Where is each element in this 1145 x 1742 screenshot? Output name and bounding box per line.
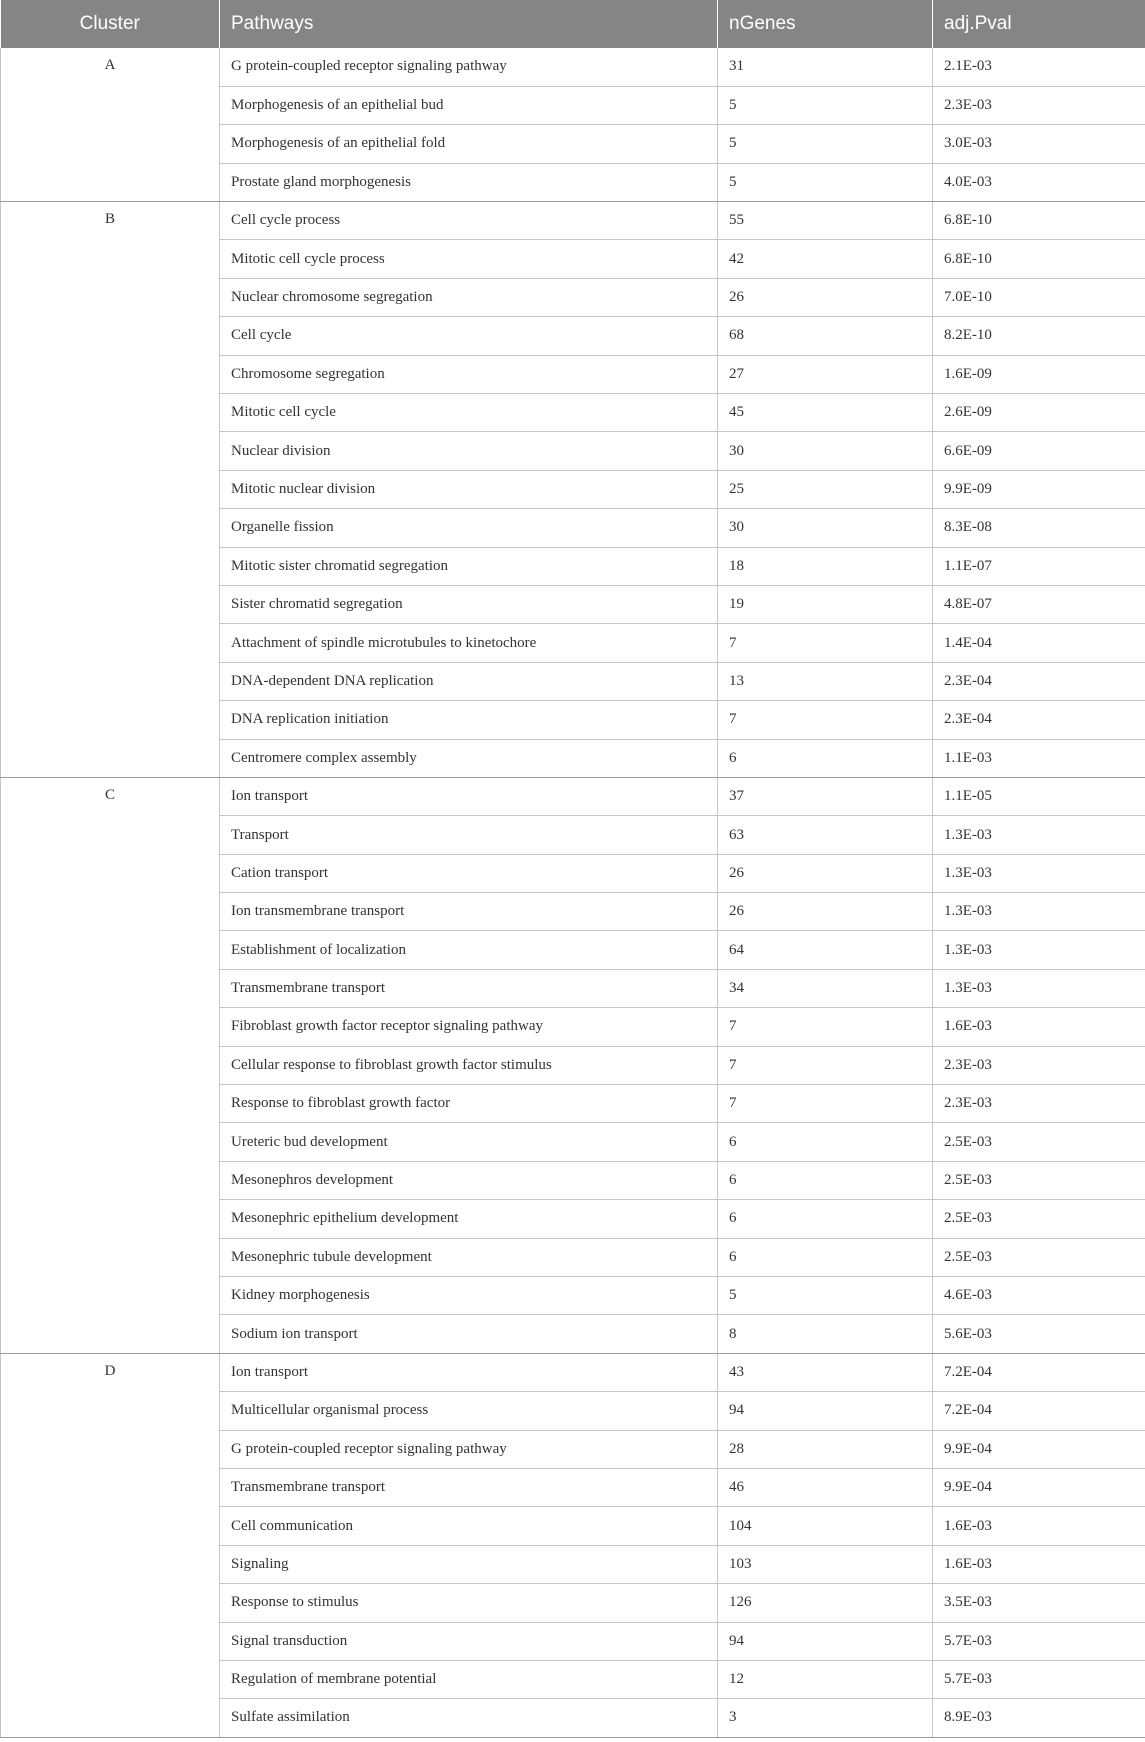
- table-body: [1, 48, 1145, 1737]
- pathway-cell: Regulation of membrane potential: [220, 1660, 718, 1698]
- pathway-cell: G protein-coupled receptor signaling pathway: [220, 1430, 718, 1468]
- ngenes-cell: 63: [718, 816, 933, 854]
- ngenes-cell: 94: [718, 1392, 933, 1430]
- pathway-cell: Morphogenesis of an epithelial bud: [220, 86, 718, 124]
- ngenes-cell: 7: [718, 1008, 933, 1046]
- adj-pval-cell: 9.9E-04: [933, 1430, 1145, 1468]
- pathway-cell: Mesonephric epithelium development: [220, 1200, 718, 1238]
- adj-pval-cell: 1.6E-09: [933, 355, 1145, 393]
- pathway-cell: Mesonephric tubule development: [220, 1238, 718, 1276]
- table-header: [1, 0, 1145, 48]
- ngenes-cell: 42: [718, 240, 933, 278]
- ngenes-cell: 5: [718, 125, 933, 163]
- pathway-cell: Signaling: [220, 1545, 718, 1583]
- adj-pval-cell: 7.2E-04: [933, 1353, 1145, 1391]
- pathway-cell: Cell communication: [220, 1507, 718, 1545]
- adj-pval-cell: 1.3E-03: [933, 854, 1145, 892]
- ngenes-cell: 5: [718, 86, 933, 124]
- adj-pval-cell: 1.4E-04: [933, 624, 1145, 662]
- ngenes-cell: 6: [718, 1161, 933, 1199]
- pathway-cell: Ion transport: [220, 777, 718, 815]
- ngenes-cell: 5: [718, 1277, 933, 1315]
- adj-pval-cell: 2.3E-04: [933, 662, 1145, 700]
- adj-pval-cell: 1.3E-03: [933, 816, 1145, 854]
- adj-pval-cell: 1.1E-05: [933, 777, 1145, 815]
- pathway-cell: Establishment of localization: [220, 931, 718, 969]
- cluster-cell: B: [1, 202, 220, 778]
- adj-pval-cell: 4.6E-03: [933, 1277, 1145, 1315]
- pathway-cell: Nuclear chromosome segregation: [220, 278, 718, 316]
- pathway-cell: G protein-coupled receptor signaling pathway: [220, 48, 718, 86]
- pathway-cell: Cell cycle: [220, 317, 718, 355]
- header-row: [1, 0, 1145, 48]
- adj-pval-cell: 4.0E-03: [933, 163, 1145, 201]
- adj-pval-cell: 5.7E-03: [933, 1622, 1145, 1660]
- pathway-cell: Mitotic cell cycle process: [220, 240, 718, 278]
- ngenes-cell: 104: [718, 1507, 933, 1545]
- adj-pval-cell: 2.5E-03: [933, 1200, 1145, 1238]
- pathway-cell: Nuclear division: [220, 432, 718, 470]
- pathway-cell: Ion transmembrane transport: [220, 893, 718, 931]
- pathway-cell: Sister chromatid segregation: [220, 585, 718, 623]
- adj-pval-cell: 2.5E-03: [933, 1161, 1145, 1199]
- pathway-cell: Centromere complex assembly: [220, 739, 718, 777]
- adj-pval-cell: 2.3E-03: [933, 1085, 1145, 1123]
- adj-pval-cell: 8.9E-03: [933, 1699, 1145, 1737]
- table-row: [1, 48, 1145, 86]
- ngenes-cell: 31: [718, 48, 933, 86]
- ngenes-cell: 19: [718, 585, 933, 623]
- pathway-cell: Cell cycle process: [220, 202, 718, 240]
- ngenes-cell: 68: [718, 317, 933, 355]
- ngenes-cell: 30: [718, 432, 933, 470]
- ngenes-cell: 46: [718, 1468, 933, 1506]
- adj-pval-cell: 8.3E-08: [933, 509, 1145, 547]
- pathway-cell: Transport: [220, 816, 718, 854]
- pathway-cell: Ureteric bud development: [220, 1123, 718, 1161]
- adj-pval-cell: 1.3E-03: [933, 969, 1145, 1007]
- adj-pval-cell: 7.0E-10: [933, 278, 1145, 316]
- pathway-cell: Cellular response to fibroblast growth factor stimulus: [220, 1046, 718, 1084]
- ngenes-cell: 13: [718, 662, 933, 700]
- cluster-cell: C: [1, 777, 220, 1353]
- table-row: [1, 777, 1145, 815]
- table-row: [1, 1353, 1145, 1391]
- pathway-cell: Ion transport: [220, 1353, 718, 1391]
- adj-pval-cell: 6.6E-09: [933, 432, 1145, 470]
- pathway-cell: Mitotic nuclear division: [220, 470, 718, 508]
- ngenes-cell: 28: [718, 1430, 933, 1468]
- adj-pval-cell: 5.7E-03: [933, 1660, 1145, 1698]
- ngenes-cell: 26: [718, 854, 933, 892]
- adj-pval-cell: 1.6E-03: [933, 1507, 1145, 1545]
- adj-pval-cell: 2.3E-03: [933, 1046, 1145, 1084]
- ngenes-cell: 6: [718, 1123, 933, 1161]
- adj-pval-cell: 3.0E-03: [933, 125, 1145, 163]
- pathway-cell: Kidney morphogenesis: [220, 1277, 718, 1315]
- adj-pval-cell: 3.5E-03: [933, 1584, 1145, 1622]
- pathway-cell: Multicellular organismal process: [220, 1392, 718, 1430]
- ngenes-cell: 7: [718, 1046, 933, 1084]
- pathway-cell: Chromosome segregation: [220, 355, 718, 393]
- ngenes-cell: 55: [718, 202, 933, 240]
- ngenes-cell: 12: [718, 1660, 933, 1698]
- ngenes-cell: 7: [718, 624, 933, 662]
- ngenes-cell: 5: [718, 163, 933, 201]
- pathway-cell: Prostate gland morphogenesis: [220, 163, 718, 201]
- ngenes-cell: 64: [718, 931, 933, 969]
- adj-pval-cell: 4.8E-07: [933, 585, 1145, 623]
- adj-pval-cell: 6.8E-10: [933, 202, 1145, 240]
- adj-pval-cell: 2.5E-03: [933, 1238, 1145, 1276]
- pathway-cell: Response to fibroblast growth factor: [220, 1085, 718, 1123]
- table-row: [1, 202, 1145, 240]
- header-pathways: Pathways: [220, 0, 718, 48]
- adj-pval-cell: 8.2E-10: [933, 317, 1145, 355]
- adj-pval-cell: 1.6E-03: [933, 1008, 1145, 1046]
- adj-pval-cell: 1.3E-03: [933, 893, 1145, 931]
- ngenes-cell: 30: [718, 509, 933, 547]
- adj-pval-cell: 1.3E-03: [933, 931, 1145, 969]
- ngenes-cell: 3: [718, 1699, 933, 1737]
- pathway-cell: Response to stimulus: [220, 1584, 718, 1622]
- header-ngenes: nGenes: [718, 0, 933, 48]
- ngenes-cell: 94: [718, 1622, 933, 1660]
- ngenes-cell: 6: [718, 739, 933, 777]
- adj-pval-cell: 1.1E-03: [933, 739, 1145, 777]
- pathway-cell: Attachment of spindle microtubules to kinetochore: [220, 624, 718, 662]
- header-cluster: Cluster: [1, 0, 220, 48]
- pathway-cell: Sodium ion transport: [220, 1315, 718, 1353]
- adj-pval-cell: 1.1E-07: [933, 547, 1145, 585]
- pathway-cell: Transmembrane transport: [220, 969, 718, 1007]
- ngenes-cell: 103: [718, 1545, 933, 1583]
- cluster-cell: A: [1, 48, 220, 202]
- pathway-cell: DNA replication initiation: [220, 701, 718, 739]
- ngenes-cell: 6: [718, 1200, 933, 1238]
- pathway-cell: Mesonephros development: [220, 1161, 718, 1199]
- adj-pval-cell: 2.3E-03: [933, 86, 1145, 124]
- adj-pval-cell: 2.1E-03: [933, 48, 1145, 86]
- pathway-cell: Mitotic sister chromatid segregation: [220, 547, 718, 585]
- cluster-cell: D: [1, 1353, 220, 1737]
- adj-pval-cell: 5.6E-03: [933, 1315, 1145, 1353]
- pathway-cell: Morphogenesis of an epithelial fold: [220, 125, 718, 163]
- adj-pval-cell: 2.3E-04: [933, 701, 1145, 739]
- pathway-cell: Transmembrane transport: [220, 1468, 718, 1506]
- pathway-cell: Signal transduction: [220, 1622, 718, 1660]
- ngenes-cell: 27: [718, 355, 933, 393]
- adj-pval-cell: 2.5E-03: [933, 1123, 1145, 1161]
- ngenes-cell: 43: [718, 1353, 933, 1391]
- ngenes-cell: 7: [718, 701, 933, 739]
- adj-pval-cell: 7.2E-04: [933, 1392, 1145, 1430]
- pathway-cell: Mitotic cell cycle: [220, 394, 718, 432]
- header-adj-pval: adj.Pval: [933, 0, 1145, 48]
- adj-pval-cell: 6.8E-10: [933, 240, 1145, 278]
- adj-pval-cell: 9.9E-04: [933, 1468, 1145, 1506]
- ngenes-cell: 26: [718, 278, 933, 316]
- pathway-cell: Sulfate assimilation: [220, 1699, 718, 1737]
- adj-pval-cell: 1.6E-03: [933, 1545, 1145, 1583]
- ngenes-cell: 126: [718, 1584, 933, 1622]
- ngenes-cell: 7: [718, 1085, 933, 1123]
- ngenes-cell: 8: [718, 1315, 933, 1353]
- ngenes-cell: 37: [718, 777, 933, 815]
- ngenes-cell: 45: [718, 394, 933, 432]
- pathway-cell: DNA-dependent DNA replication: [220, 662, 718, 700]
- ngenes-cell: 18: [718, 547, 933, 585]
- pathway-cell: Organelle fission: [220, 509, 718, 547]
- ngenes-cell: 6: [718, 1238, 933, 1276]
- ngenes-cell: 34: [718, 969, 933, 1007]
- pathway-cell: Cation transport: [220, 854, 718, 892]
- ngenes-cell: 25: [718, 470, 933, 508]
- pathway-cell: Fibroblast growth factor receptor signaling pathway: [220, 1008, 718, 1046]
- ngenes-cell: 26: [718, 893, 933, 931]
- adj-pval-cell: 9.9E-09: [933, 470, 1145, 508]
- adj-pval-cell: 2.6E-09: [933, 394, 1145, 432]
